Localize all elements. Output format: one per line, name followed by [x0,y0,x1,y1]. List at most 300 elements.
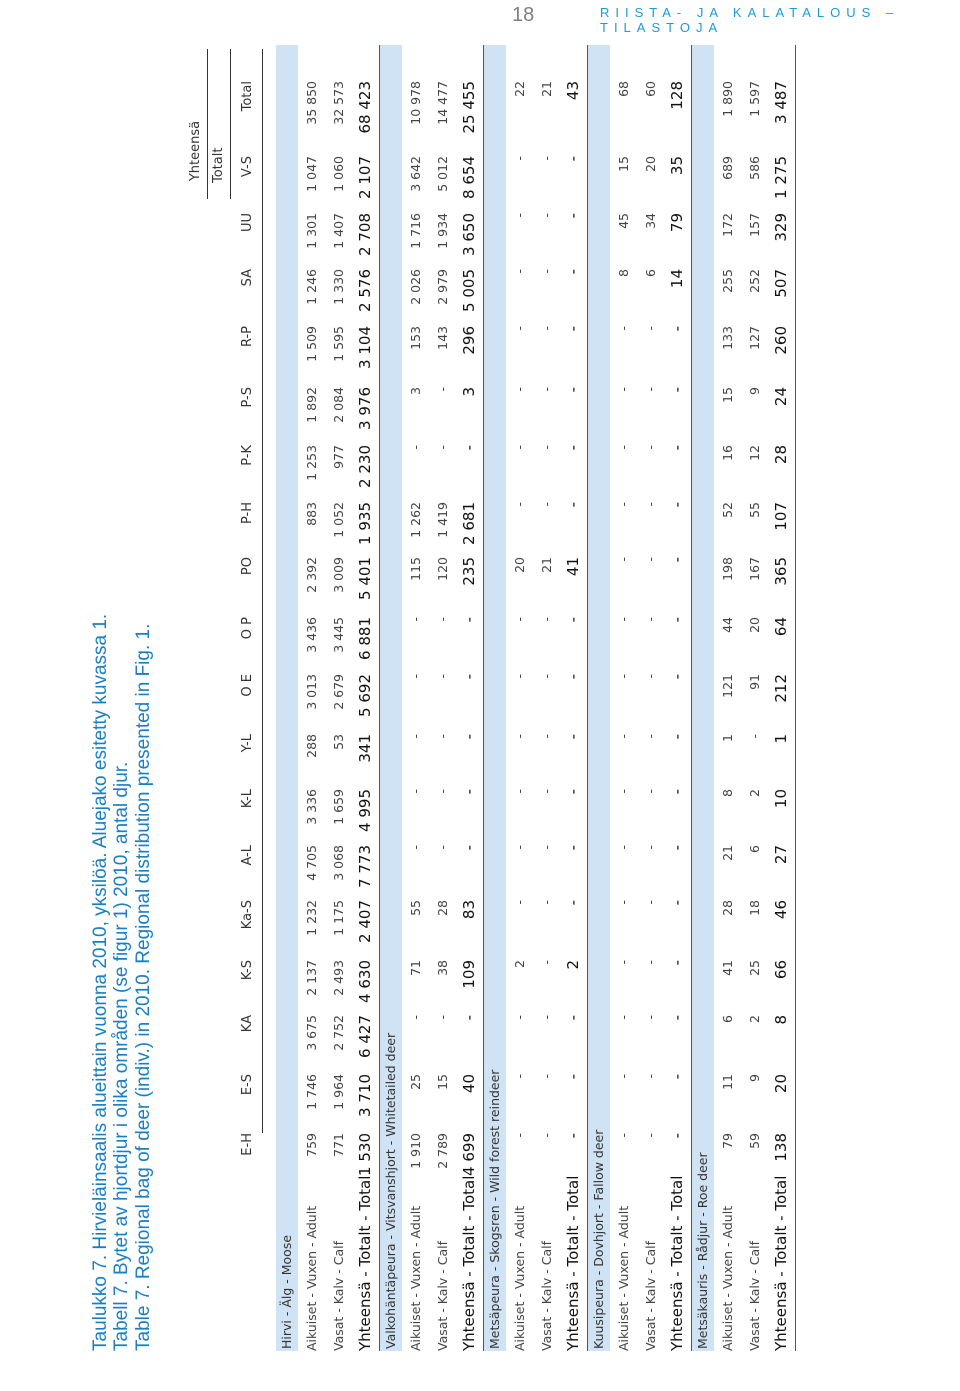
column-header: Total [240,81,255,112]
row-label: Vasat - Kalv - Calf [331,1241,346,1351]
table-cell: 28 [435,900,450,916]
table-cell: - [668,1074,686,1080]
table-cell: 4 630 [356,960,374,1003]
row-label: Vasat - Kalv - Calf [643,1241,658,1351]
table-cell: - [539,1133,554,1138]
table-cell: 3 013 [304,674,319,710]
table-cell: - [539,617,554,622]
table-cell: 2 407 [356,900,374,943]
column-header: UU [240,213,255,233]
row-label: Vasat - Kalv - Calf [539,1241,554,1351]
table-cell: - [616,674,631,679]
table-cell: 6 [643,269,658,277]
table-cell: - [435,674,450,679]
table-cell: 16 [720,445,735,461]
column-header: KA [240,1015,255,1033]
table-cell: 8 [772,1015,790,1025]
table-cell: - [616,502,631,507]
column-header: V-S [240,156,255,178]
table-cell: - [643,1074,658,1079]
table-cell: - [616,1133,631,1138]
table-cell: 3 710 [356,1074,374,1117]
table-cell: - [564,789,582,795]
table-cell: 6 [747,845,762,853]
table-cell: 1 509 [304,326,319,362]
row-label: Vasat - Kalv - Calf [435,1241,450,1351]
table-cell: 329 [772,213,790,242]
column-header: SA [240,269,255,287]
table-cell: - [512,789,527,794]
table-cell: 1 047 [304,156,319,192]
group-header-sub: Totalt [211,147,226,183]
table-cell: - [643,1133,658,1138]
table-cell: - [408,845,423,850]
table-cell: 3 336 [304,789,319,825]
data-table [276,45,796,1351]
row-label: Yhteensä - Totalt - Total [564,1175,582,1351]
table-cell: 8 [720,789,735,797]
table-cell: 3 487 [772,81,790,124]
table-cell: 91 [747,674,762,690]
table-cell: 4 705 [304,845,319,881]
table-cell: - [460,445,478,451]
table-cell: 1 301 [304,213,319,249]
table-cell: 143 [435,326,450,350]
table-cell: 2 [564,960,582,970]
table-cell: 109 [460,960,478,989]
table-cell: 255 [720,269,735,293]
table-cell: - [616,387,631,392]
table-cell: 341 [356,734,374,763]
table-cell: - [668,387,686,393]
table-cell: - [616,445,631,450]
table-cell: 21 [539,81,554,97]
table-cell: - [564,502,582,508]
table-cell: - [668,734,686,740]
table-cell: 1 964 [331,1074,346,1110]
table-cell: 28 [772,445,790,465]
table-row [637,45,664,1351]
table-cell: 22 [512,81,527,97]
table-cell: 138 [772,1133,790,1162]
table-cell: - [539,269,554,274]
table-cell: 3 650 [460,213,478,256]
column-header: Y-L [240,734,255,753]
table-cell: 1 530 [356,1133,374,1176]
row-label: Yhteensä - Totalt - Total [356,1175,374,1351]
table-cell: 1 934 [435,213,450,249]
table-cell: - [512,502,527,507]
table-cell: 20 [772,1074,790,1094]
table-cell: 2 979 [435,269,450,305]
table-cell: 107 [772,502,790,531]
table-cell: - [643,387,658,392]
section-title: Kuusipeura - Dovhjort - Fallow deer [591,1129,606,1349]
section-header [588,45,610,1351]
table-cell: - [616,1015,631,1020]
table-cell: 52 [720,502,735,518]
table-cell: 2 [747,789,762,797]
table-cell: - [512,387,527,392]
table-cell: 68 [616,81,631,97]
table-cell: - [668,326,686,332]
table-cell: - [460,617,478,623]
column-header: K-S [240,960,255,981]
row-label: Yhteensä - Totalt - Total [668,1175,686,1351]
table-cell: 1 [720,734,735,742]
section-title: Metsäpeura - Skogsren - Wild forest reindeer [487,1069,502,1349]
group-header-rule-lower [230,49,231,199]
table-cell: 2 681 [460,502,478,545]
table-cell: - [643,617,658,622]
table-cell: - [512,1133,527,1138]
table-cell: - [435,1015,450,1020]
table-cell: - [564,674,582,680]
table-cell: 46 [772,900,790,920]
table-cell: 883 [304,502,319,526]
table-cell: - [668,502,686,508]
section-header [380,45,402,1351]
table-cell: - [539,213,554,218]
table-cell: 45 [616,213,631,229]
column-header: E-S [240,1074,255,1096]
table-cell: - [539,845,554,850]
table-cell: - [668,960,686,966]
table-cell: 11 [720,1074,735,1090]
table-cell: 5 692 [356,674,374,717]
table-cell: 1 253 [304,445,319,481]
table-cell: 167 [747,557,762,581]
table-cell: 1 890 [720,81,735,117]
table-cell: - [512,845,527,850]
column-header: PO [240,557,255,576]
table-cell: - [435,445,450,450]
table-cell: 35 [668,156,686,176]
table-cell: - [435,789,450,794]
table-cell: 43 [564,81,582,101]
table-cell: - [668,445,686,451]
table-cell: - [539,960,554,965]
table-cell: 2 230 [356,445,374,488]
table-cell: - [564,156,582,162]
table-cell: 53 [331,734,346,750]
table-cell: - [564,326,582,332]
table-cell: 20 [747,617,762,633]
table-cell: - [408,617,423,622]
table-cell: - [643,960,658,965]
table-cell: 1 659 [331,789,346,825]
table-cell: 28 [720,900,735,916]
table-cell: 24 [772,387,790,407]
row-label: Aikuiset - Vuxen - Adult [616,1205,631,1351]
table-cell: 296 [460,326,478,355]
table-cell: 2 576 [356,269,374,312]
table-cell: 2 752 [331,1015,346,1051]
table-cell: 2 026 [408,269,423,305]
table-cell: 157 [747,213,762,237]
table-cell: 3 675 [304,1015,319,1051]
table-cell: 55 [408,900,423,916]
table-row [456,45,484,1351]
table-cell: 25 455 [460,81,478,134]
table-cell: - [564,387,582,393]
table-cell: 2 679 [331,674,346,710]
table-cell: 68 423 [356,81,374,134]
table-cell: 25 [747,960,762,976]
table-cell: - [668,900,686,906]
row-label: Aikuiset - Vuxen - Adult [408,1205,423,1351]
table-cell: 41 [564,557,582,577]
table-cell: - [643,502,658,507]
table-cell: - [435,617,450,622]
column-header: O E [240,674,255,697]
group-header-label: Yhteensä [188,120,203,182]
table-row [506,45,533,1351]
row-label: Yhteensä - Totalt - Total [772,1175,790,1351]
table-cell: 20 [512,557,527,573]
table-cell: 60 [643,81,658,97]
table-cell: 4 699 [460,1133,478,1176]
table-cell: 3 436 [304,617,319,653]
table-cell: 1 419 [435,502,450,538]
table-cell: - [512,900,527,905]
table-cell: - [616,326,631,331]
table-cell: - [616,557,631,562]
table-row [768,45,796,1351]
table-cell: - [747,734,762,739]
table-cell: - [512,156,527,161]
table-cell: 2 493 [331,960,346,996]
table-cell: 3 [460,387,478,397]
table-cell: 83 [460,900,478,920]
table-cell: 1 935 [356,502,374,545]
table-row [714,45,741,1351]
table-cell: - [643,326,658,331]
table-cell: - [539,156,554,161]
table-cell: 3 009 [331,557,346,593]
table-cell: - [539,900,554,905]
table-cell: - [512,1074,527,1079]
row-label: Aikuiset - Vuxen - Adult [720,1205,735,1351]
table-cell: 120 [435,557,450,581]
table-cell: 2 084 [331,387,346,423]
table-cell: 586 [747,156,762,180]
table-cell: - [616,734,631,739]
table-cell: 288 [304,734,319,758]
table-cell: - [564,845,582,851]
table-cell: - [643,557,658,562]
table-cell: 21 [720,845,735,861]
table-cell: - [616,845,631,850]
table-cell: 15 [616,156,631,172]
table-cell: 2 137 [304,960,319,996]
table-cell: 1 060 [331,156,346,192]
table-cell: 212 [772,674,790,703]
table-cell: - [564,1015,582,1021]
table-cell: 5 005 [460,269,478,312]
section-header [276,45,298,1351]
table-cell: 2 [512,960,527,968]
table-cell: 2 789 [435,1133,450,1169]
column-header: P-H [240,502,255,525]
column-header: K-L [240,789,255,809]
table-cell: 771 [331,1133,346,1157]
table-cell: 121 [720,674,735,698]
table-cell: 2 107 [356,156,374,199]
table-cell: - [616,900,631,905]
running-head: RIISTA- JA KALATALOUS – TILASTOJA [600,5,900,35]
table-cell: - [512,617,527,622]
row-label: Aikuiset - Vuxen - Adult [304,1205,319,1351]
table-cell: 365 [772,557,790,586]
table-cell: - [512,213,527,218]
table-cell: - [668,1015,686,1021]
table-cell: - [408,789,423,794]
table-cell: 172 [720,213,735,237]
section-title: Hirvi - Älg - Moose [279,1234,294,1349]
column-header: P-K [240,445,255,466]
table-cell: 759 [304,1133,319,1157]
table-cell: 15 [435,1074,450,1090]
column-header: Ka-S [240,900,255,930]
table-cell: - [408,674,423,679]
table-cell: 6 881 [356,617,374,660]
table-cell: 3 642 [408,156,423,192]
caption-english: Table 7. Regional bag of deer (indiv.) in 2010. Regional distribution presented in Fig. 1. [133,623,154,1351]
table-cell: - [616,960,631,965]
table-cell: 7 773 [356,845,374,888]
table-cell: 1 232 [304,900,319,936]
table-cell: 689 [720,156,735,180]
table-cell: 1 910 [408,1133,423,1169]
table-row [429,45,456,1351]
table-row [664,45,692,1351]
table-row [402,45,429,1351]
table-cell: 1 746 [304,1074,319,1110]
table-cell: 1 262 [408,502,423,538]
table-cell: 1 595 [331,326,346,362]
table-cell: 10 [772,789,790,809]
table-cell: - [643,1015,658,1020]
table-cell: - [564,213,582,219]
column-header: R-P [240,326,255,348]
table-row [352,45,380,1351]
table-cell: 12 [747,445,762,461]
header-rule [262,49,263,1133]
table-row [560,45,588,1351]
table-row [325,45,352,1351]
table-cell: - [435,387,450,392]
table-cell: - [435,845,450,850]
table-cell: - [460,789,478,795]
column-header: O P [240,617,255,640]
section-header [692,45,714,1351]
table-cell: 9 [747,1074,762,1082]
caption-finnish: Taulukko 7. Hirvieläinsaalis alueittain vuonna 2010, yksilöä. Aluejako esitetty kuvassa 1. [90,613,111,1351]
table-cell: 5 012 [435,156,450,192]
row-label: Yhteensä - Totalt - Total [460,1175,478,1351]
table-cell: 6 [720,1015,735,1023]
table-cell: - [539,674,554,679]
table-cell: - [564,900,582,906]
table-cell: - [460,845,478,851]
table-row [741,45,768,1351]
table-cell: 3 104 [356,326,374,369]
table-cell: - [616,1074,631,1079]
table-cell: 128 [668,81,686,110]
table-cell: - [643,674,658,679]
column-header: P-S [240,387,255,408]
table-row [533,45,560,1351]
table-cell: 79 [720,1133,735,1149]
table-cell: 977 [331,445,346,469]
table-cell: - [539,326,554,331]
table-cell: - [643,734,658,739]
table-cell: 38 [435,960,450,976]
table-cell: 3 445 [331,617,346,653]
table-cell: - [512,326,527,331]
table-cell: - [435,734,450,739]
table-cell: - [460,734,478,740]
table-cell: 3 976 [356,387,374,430]
table-cell: - [539,502,554,507]
table-cell: 1 246 [304,269,319,305]
row-label: Aikuiset - Vuxen - Adult [512,1205,527,1351]
table-cell: 260 [772,326,790,355]
table-cell: 55 [747,502,762,518]
page-number: 18 [512,4,535,26]
table-cell: - [668,845,686,851]
table-cell: 10 978 [408,81,423,125]
table-cell: - [539,789,554,794]
table-cell: 27 [772,845,790,865]
table-cell: 35 850 [304,81,319,125]
table-cell: 32 573 [331,81,346,125]
table-cell: 1 407 [331,213,346,249]
section-header [484,45,506,1351]
table-cell: 71 [408,960,423,976]
table-cell: - [512,734,527,739]
table-cell: 1 892 [304,387,319,423]
table-cell: - [512,674,527,679]
row-label: Vasat - Kalv - Calf [747,1241,762,1351]
table-cell: 40 [460,1074,478,1094]
table-cell: 21 [539,557,554,573]
table-cell: 3 [408,387,423,395]
table-cell: 6 427 [356,1015,374,1058]
table-cell: - [408,1015,423,1020]
table-cell: - [512,445,527,450]
table-cell: - [539,387,554,392]
table-cell: - [564,1074,582,1080]
table-cell: - [539,1074,554,1079]
table-cell: 20 [643,156,658,172]
table-cell: - [564,734,582,740]
table-cell: - [564,445,582,451]
table-cell: 1 716 [408,213,423,249]
table-cell: 133 [720,326,735,350]
table-cell: 44 [720,617,735,633]
table-cell: - [643,445,658,450]
table-cell: 1 175 [331,900,346,936]
table-cell: - [668,674,686,680]
table-cell: - [460,1015,478,1021]
table-cell: 66 [772,960,790,980]
table-cell: - [539,445,554,450]
table-cell: 64 [772,617,790,637]
table-cell: 41 [720,960,735,976]
table-cell: - [643,900,658,905]
